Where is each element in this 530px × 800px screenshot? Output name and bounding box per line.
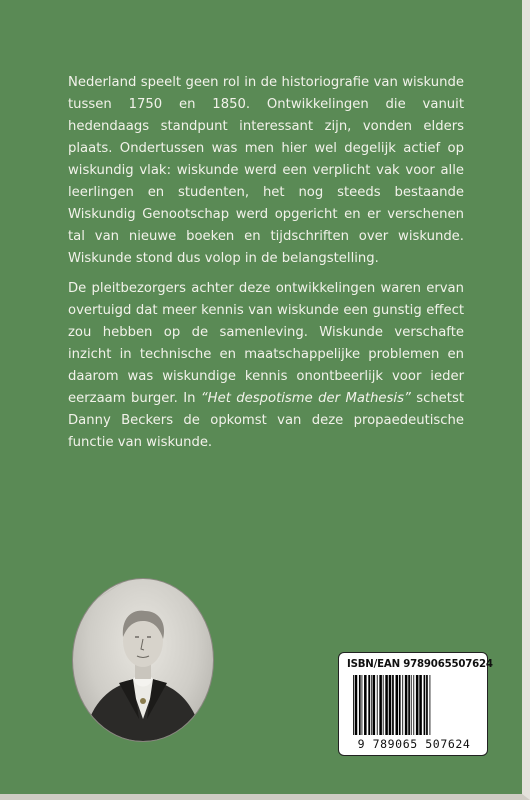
barcode-bar (362, 675, 363, 735)
barcode-sticker (338, 652, 493, 756)
barcode-bar (364, 675, 367, 735)
barcode-bar (368, 675, 370, 735)
ean-digits: 9 789065 507624 (357, 737, 471, 751)
barcode-bar (379, 675, 382, 735)
barcode-bar (411, 675, 412, 735)
isbn-label: ISBN/EAN 9789065507624 (347, 659, 493, 670)
barcode-bar (426, 675, 428, 735)
barcode-bar (413, 675, 414, 735)
book-title-italic: “Het despotisme der Mathesis” (200, 391, 411, 406)
barcode-bar (402, 675, 403, 735)
barcode-bar (416, 675, 419, 735)
barcode-bar (430, 675, 431, 735)
blurb-paragraph-1: Nederland speelt geen rol in de historiografie van wiskunde tussen 1750 en 1850. Ontwikkelingen die vanuit hedendaags standpunt interessant zijn, vonden elders plaats. Ondertussen was men hier wel degelijk actief op wiskundig vlak: wiskunde werd een verplicht vak voor alle leerlingen en studenten, het nog steeds bestaande Wiskundig Genootschap werd opgericht en er verschenen tal van nieuwe boeken en tijdschriften over wiskunde. Wiskunde stond dus volop in de belangstelling. (68, 75, 464, 266)
barcode-graphic (351, 675, 479, 735)
barcode-bar (377, 675, 378, 735)
barcode-bar (424, 675, 426, 735)
blurb-paragraph-2 (68, 278, 464, 454)
barcode-bar (385, 675, 388, 735)
barcode-bar (396, 675, 399, 735)
barcode-bar (353, 675, 354, 735)
blurb-text (68, 72, 464, 462)
barcode-bar (389, 675, 392, 735)
portrait-image (72, 578, 214, 742)
barcode-bar (405, 675, 408, 735)
barcode-bar (419, 675, 422, 735)
barcode-bar (399, 675, 401, 735)
barcode-bar (373, 675, 376, 735)
barcode-bar (355, 675, 358, 735)
barcode-bar (392, 675, 394, 735)
barcode-bar (408, 675, 410, 735)
paragraph-2-lead: De pleitbezorgers achter deze ontwikkelingen waren ervan overtuigd dat meer kennis van wiskunde een gunstig effect zou hebben op de samenleving. Wiskunde verschafte inzicht in technische en maatschappelijke problemen en daarom was wiskundige kennis onontbeerlijk voor ieder eerzaam burger. In (68, 281, 464, 406)
barcode-bar (371, 675, 372, 735)
barcode-bar (359, 675, 361, 735)
portrait-engraving (73, 579, 213, 741)
paragraph-2-tail: schetst Danny Beckers de opkomst van deze propaedeutische functie van wiskunde. (68, 391, 465, 450)
barcode-bar (383, 675, 384, 735)
barcode-bars (351, 675, 479, 735)
